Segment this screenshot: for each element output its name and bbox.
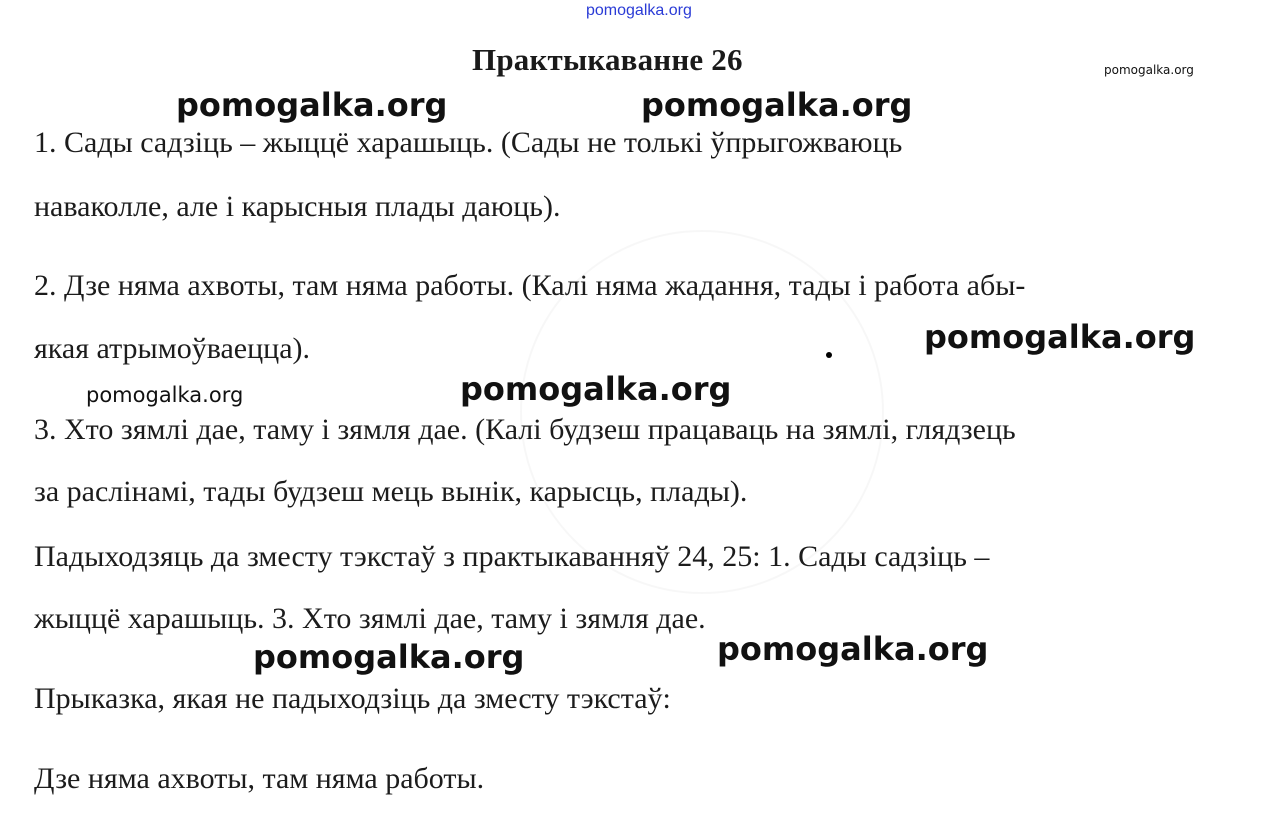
text-line-1: 1. Сады садзіць – жыццё харашыць. (Сады не толькі ўпрыгожваюць [34,126,903,159]
text-line-10: Дзе няма ахвоты, там няма работы. [34,762,485,795]
watermark: pomogalka.org [176,86,448,124]
text-line-6: за раслінамі, тады будзеш мець вынік, карысць, плады). [34,475,748,508]
watermark: pomogalka.org [924,318,1196,356]
watermark-medium: pomogalka.org [86,383,244,407]
text-line-5: 3. Хто зямлі дае, таму і зямля дае. (Калі будзеш працаваць на зямлі, глядзець [34,413,1016,446]
text-line-2: наваколле, але і карысныя плады даюць). [34,190,561,223]
page-title: Практыкаванне 26 [472,42,743,77]
watermark-small: pomogalka.org [1104,63,1194,77]
watermark: pomogalka.org [460,370,732,408]
stray-dot [826,352,832,358]
watermark: pomogalka.org [641,86,913,124]
watermark: pomogalka.org [717,630,989,668]
site-link[interactable]: pomogalka.org [586,2,692,19]
text-line-8: жыццё харашыць. 3. Хто зямлі дае, таму і зямля дае. [34,602,706,635]
watermark: pomogalka.org [253,638,525,676]
text-line-4: якая атрымоўваецца). [34,332,311,365]
text-line-7: Падыходзяць да зместу тэкстаў з практыкаванняў 24, 25: 1. Сады садзіць – [34,540,990,573]
text-line-9: Прыказка, якая не падыходзіць да зместу тэкстаў: [34,682,671,715]
text-line-3: 2. Дзе няма ахвоты, там няма работы. (Калі няма жадання, тады і работа абы- [34,269,1026,302]
